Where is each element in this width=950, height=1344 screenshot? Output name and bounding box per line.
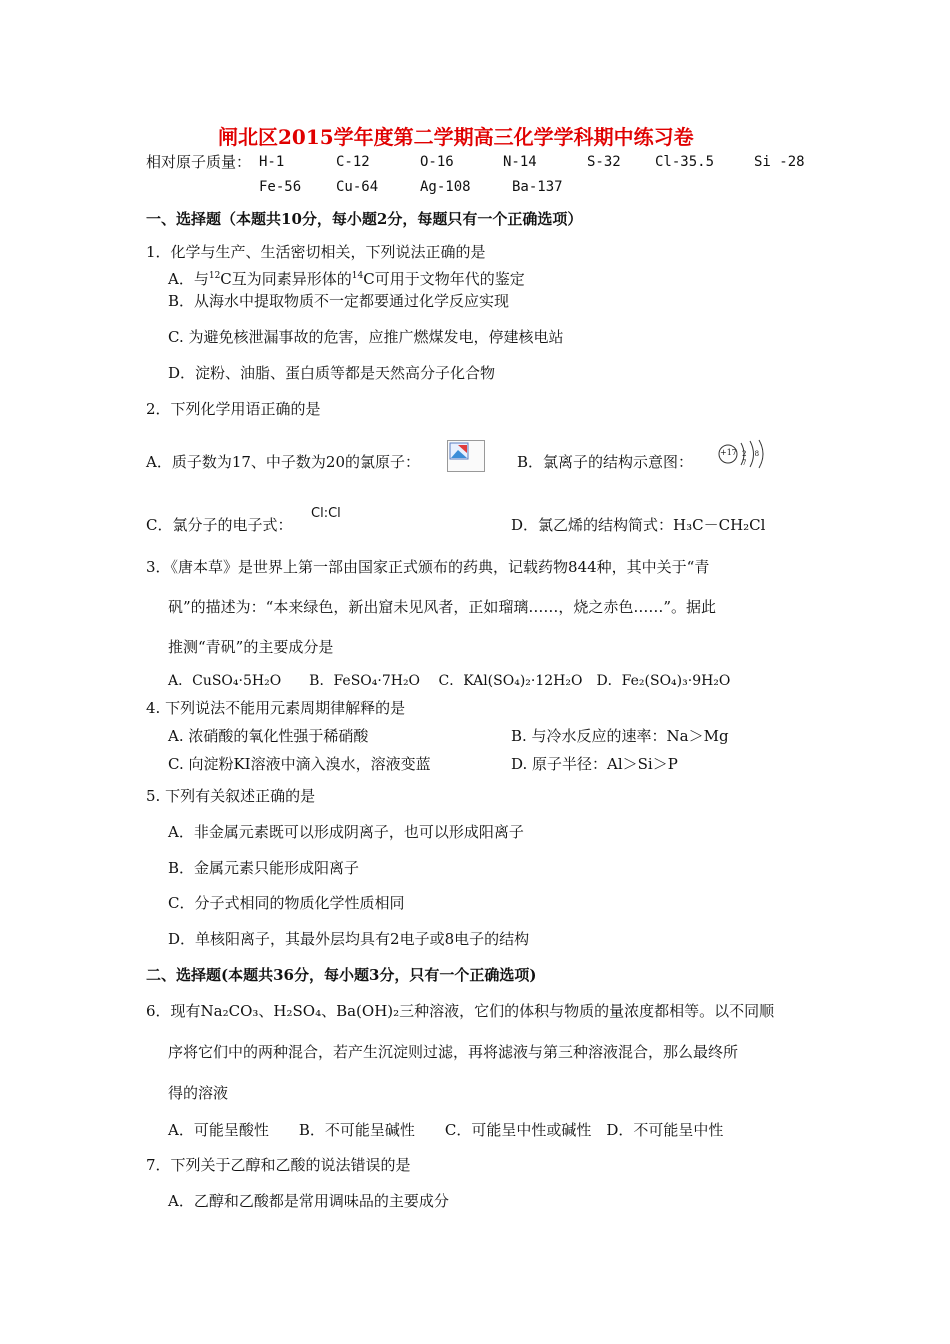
question-2-option-c: C．氯分子的电子式： [146,516,293,534]
atomic-mass-item: C-12 [336,154,370,170]
section-heading-1: 一、选择题（本题共10分，每小题2分，每题只有一个正确选项） [146,210,583,228]
electron-shells: 2 8 7 [742,450,763,467]
question-7-stem: 7．下列关于乙醇和乙酸的说法错误的是 [146,1156,411,1174]
question-6-line-3: 得的溶液 [168,1084,229,1102]
question-4-option-b: B. 与冷水反应的速率：Na＞Mg [511,727,729,745]
question-3-line-2: 矾”的描述为：“本来绿色，新出窟未见风者，正如瑠璃……，烧之赤色……”。据此 [168,598,717,616]
atomic-mass-item: Cu-64 [336,179,379,195]
question-4-option-a: A. 浓硝酸的氧化性强于稀硝酸 [168,727,369,745]
question-2-option-b: B．氯离子的结构示意图： [517,453,694,471]
atomic-mass-item: Fe-56 [259,179,302,195]
question-4-option-d: D. 原子半径：Al＞Si＞P [511,755,678,773]
atomic-mass-item: H-1 [259,154,285,170]
question-2-stem: 2．下列化学用语正确的是 [146,400,321,418]
question-6-line-1: 6．现有Na₂CO₃、H₂SO₄、Ba(OH)₂三种溶液，它们的体积与物质的量浓度都相等。以不同顺 [146,1002,775,1020]
question-1-stem: 1．化学与生产、生活密切相关，下列说法正确的是 [146,243,486,261]
question-4-stem: 4. 下列说法不能用元素周期律解释的是 [146,699,406,717]
question-1-option-a: A．与$^{12}$C互为同素异形体的$^{14}$C可用于文物年代的鉴定 [168,270,525,288]
atomic-mass-item: Si -28 [754,154,805,170]
question-2-option-d: D．氯乙烯的结构简式：H₃C－CH₂Cl [511,516,766,534]
nucleus-charge: +17 [720,448,737,457]
question-5-option-d: D．单核阳离子，其最外层均具有2电子或8电子的结构 [168,930,530,948]
question-3-options: A．CuSO₄·5H₂O B．FeSO₄·7H₂O C．KAl(SO₄)₂·12H₂O D．Fe₂(SO₄)₃·9H₂O [168,673,731,689]
question-6-line-2: 序将它们中的两种混合，若产生沉淀则过滤，再将滤液与第三种溶液混合，那么最终所 [168,1043,739,1061]
question-7-option-a: A．乙醇和乙酸都是常用调味品的主要成分 [168,1192,449,1210]
question-5-option-a: A．非金属元素既可以形成阴离子，也可以形成阳离子 [168,823,524,841]
question-4-option-c: C. 向淀粉KI溶液中滴入溴水，溶液变蓝 [168,755,431,773]
atomic-mass-label: 相对原子质量： [146,153,252,171]
question-1-option-c: C. 为避免核泄漏事故的危害，应推广燃煤发电，停建核电站 [168,328,564,346]
atomic-mass-item: Ba-137 [512,179,563,195]
section-heading-2: 二、选择题(本题共36分，每小题3分，只有一个正确选项) [146,966,537,984]
atomic-mass-item: Cl-35.5 [655,154,715,170]
atomic-mass-item: N-14 [503,154,537,170]
broken-image-icon [447,440,485,472]
electron-dot-formula: Cl:Cl [311,506,341,521]
question-1-option-b: B．从海水中提取物质不一定都要通过化学反应实现 [168,292,510,310]
question-3-line-1: 3．《唐本草》是世界上第一部由国家正式颁布的药典，记载药物844种，其中关于“青 [146,558,710,576]
atomic-mass-item: Ag-108 [420,179,471,195]
question-2-option-a: A．质子数为17、中子数为20的氯原子： [146,453,421,471]
ion-structure-diagram [717,438,773,470]
question-6-options: A．可能呈酸性 B．不可能呈碱性 C．可能呈中性或碱性 D．不可能呈中性 [168,1121,724,1139]
question-5-stem: 5. 下列有关叙述正确的是 [146,787,316,805]
question-5-option-c: C．分子式相同的物质化学性质相同 [168,894,405,912]
atomic-mass-item: O-16 [420,154,454,170]
page-title: 闸北区2015学年度第二学期高三化学学科期中练习卷 [218,125,694,149]
question-1-option-d: D．淀粉、油脂、蛋白质等都是天然高分子化合物 [168,364,496,382]
question-5-option-b: B．金属元素只能形成阳离子 [168,859,360,877]
question-3-line-3: 推测“青矾”的主要成分是 [168,638,334,656]
atomic-mass-item: S-32 [587,154,621,170]
